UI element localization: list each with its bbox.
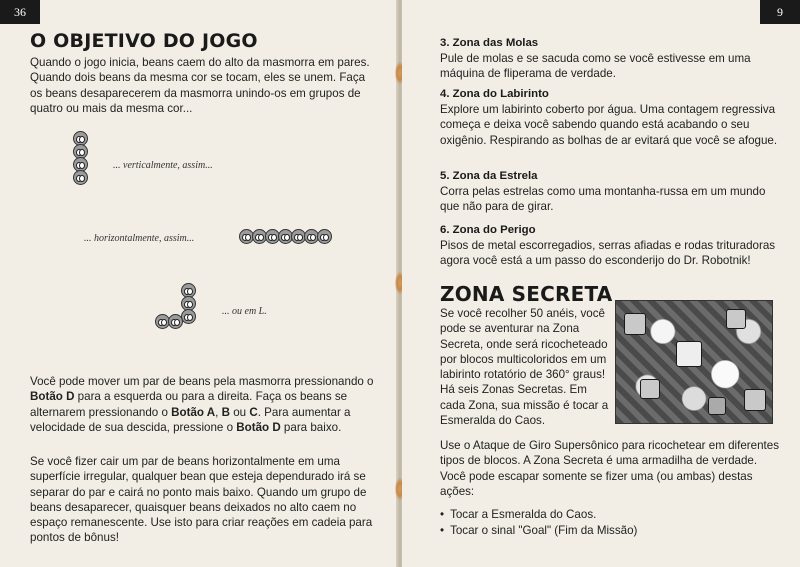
bean-stack-l-vertical [181,284,196,323]
block-icon [624,313,646,335]
caption-vertical: ... verticalmente, assim... [113,160,213,171]
bean-icon [317,229,332,244]
secret-zone-title: ZONA SECRETA [440,282,613,306]
list-item: • Tocar a Esmeralda do Caos. [440,507,780,523]
bean-row-l-horizontal [156,314,182,329]
secret-zone-paragraph-2: Use o Ataque de Giro Supersônico para ricochetear em diferentes tipos de blocos. A Zona Secreta é uma armadilha de verdade. Você pode escapar somente se fizer uma (ou ambas) destas ações: [440,439,779,498]
escape-conditions-list [440,507,780,539]
bean-row-horizontal [240,229,331,244]
caption-l-shape: ... ou em L. [222,306,267,317]
zone-heading: 6. Zona do Perigo [440,224,536,236]
block-icon [726,309,746,329]
bean-icon [168,314,183,329]
block-icon [640,379,660,399]
secret-zone-screenshot [615,300,773,424]
block-icon [676,341,702,367]
left-page [0,0,398,567]
zone-text: Pule de molas e se sacuda como se você estivesse em uma máquina de fliperama de verdade. [440,52,751,81]
controls-paragraph: Você pode mover um par de beans pela masmorra pressionando o Botão D para a esquerda ou para a direita. Faça os beans se alternarem pressionando o Botão A, B ou C. Para aumentar a velocidade de sua descida, pressione o Botão D para baixo. [30,375,374,434]
list-item: • Tocar o sinal "Goal" (Fim da Missão) [440,523,780,539]
block-icon [708,397,726,415]
bean-stack-vertical [73,132,88,184]
zone-heading: 4. Zona do Labirinto [440,88,549,100]
zone-heading: 3. Zona das Molas [440,37,539,49]
bean-icon [181,309,196,324]
page-title-objective: O OBJETIVO DO JOGO [30,30,258,52]
zone-text: Explore um labirinto coberto por água. Uma contagem regressiva começa e deixa você sabendo quando está acabando o seu oxigênio. Respirando as bolhas de ar evitará que você se afogue. [440,103,778,147]
zone-heading: 5. Zona da Estrela [440,170,538,182]
page-number-left: 36 [0,0,40,24]
chain-reaction-paragraph: Se você fizer cair um par de beans horizontalmente em uma superfície irregular, qualquer bean que esteja dependurado irá se separar do par e cairá no ponto mais baixo. Quando um grupo de beans desaparecer, quaisquer beans deixados no alto caem no espaço remanescente. Use isto para criar reações em cadeia para pontos de bônus! [30,455,373,545]
page-number-right: 9 [760,0,800,24]
block-icon [744,389,766,411]
secret-zone-paragraph: Se você recolher 50 anéis, você pode se aventurar na Zona Secreta, onde será ricocheteado por blocos multicoloridos em um labirinto rotatório de 360° graus! Há seis Zonas Secretas. Em cada Zona, sua missão é tocar a Esmeralda do Caos. [440,307,609,428]
intro-paragraph: Quando o jogo inicia, beans caem do alto da masmorra em pares. Quando dois beans da mesma cor se tocam, eles se unem. Faça os beans desaparecerem da masmorra unindo-os em grupos de quatro ou mais da mesma cor... [30,56,370,115]
zone-text: Corra pelas estrelas como uma montanha-russa em um mundo que não para de girar. [440,185,766,214]
bean-icon [73,170,88,185]
zone-text: Pisos de metal escorregadios, serras afiadas e rodas trituradoras agora você está a um passo do esconderijo do Dr. Robotnik! [440,239,776,268]
caption-horizontal: ... horizontalmente, assim... [84,233,195,244]
